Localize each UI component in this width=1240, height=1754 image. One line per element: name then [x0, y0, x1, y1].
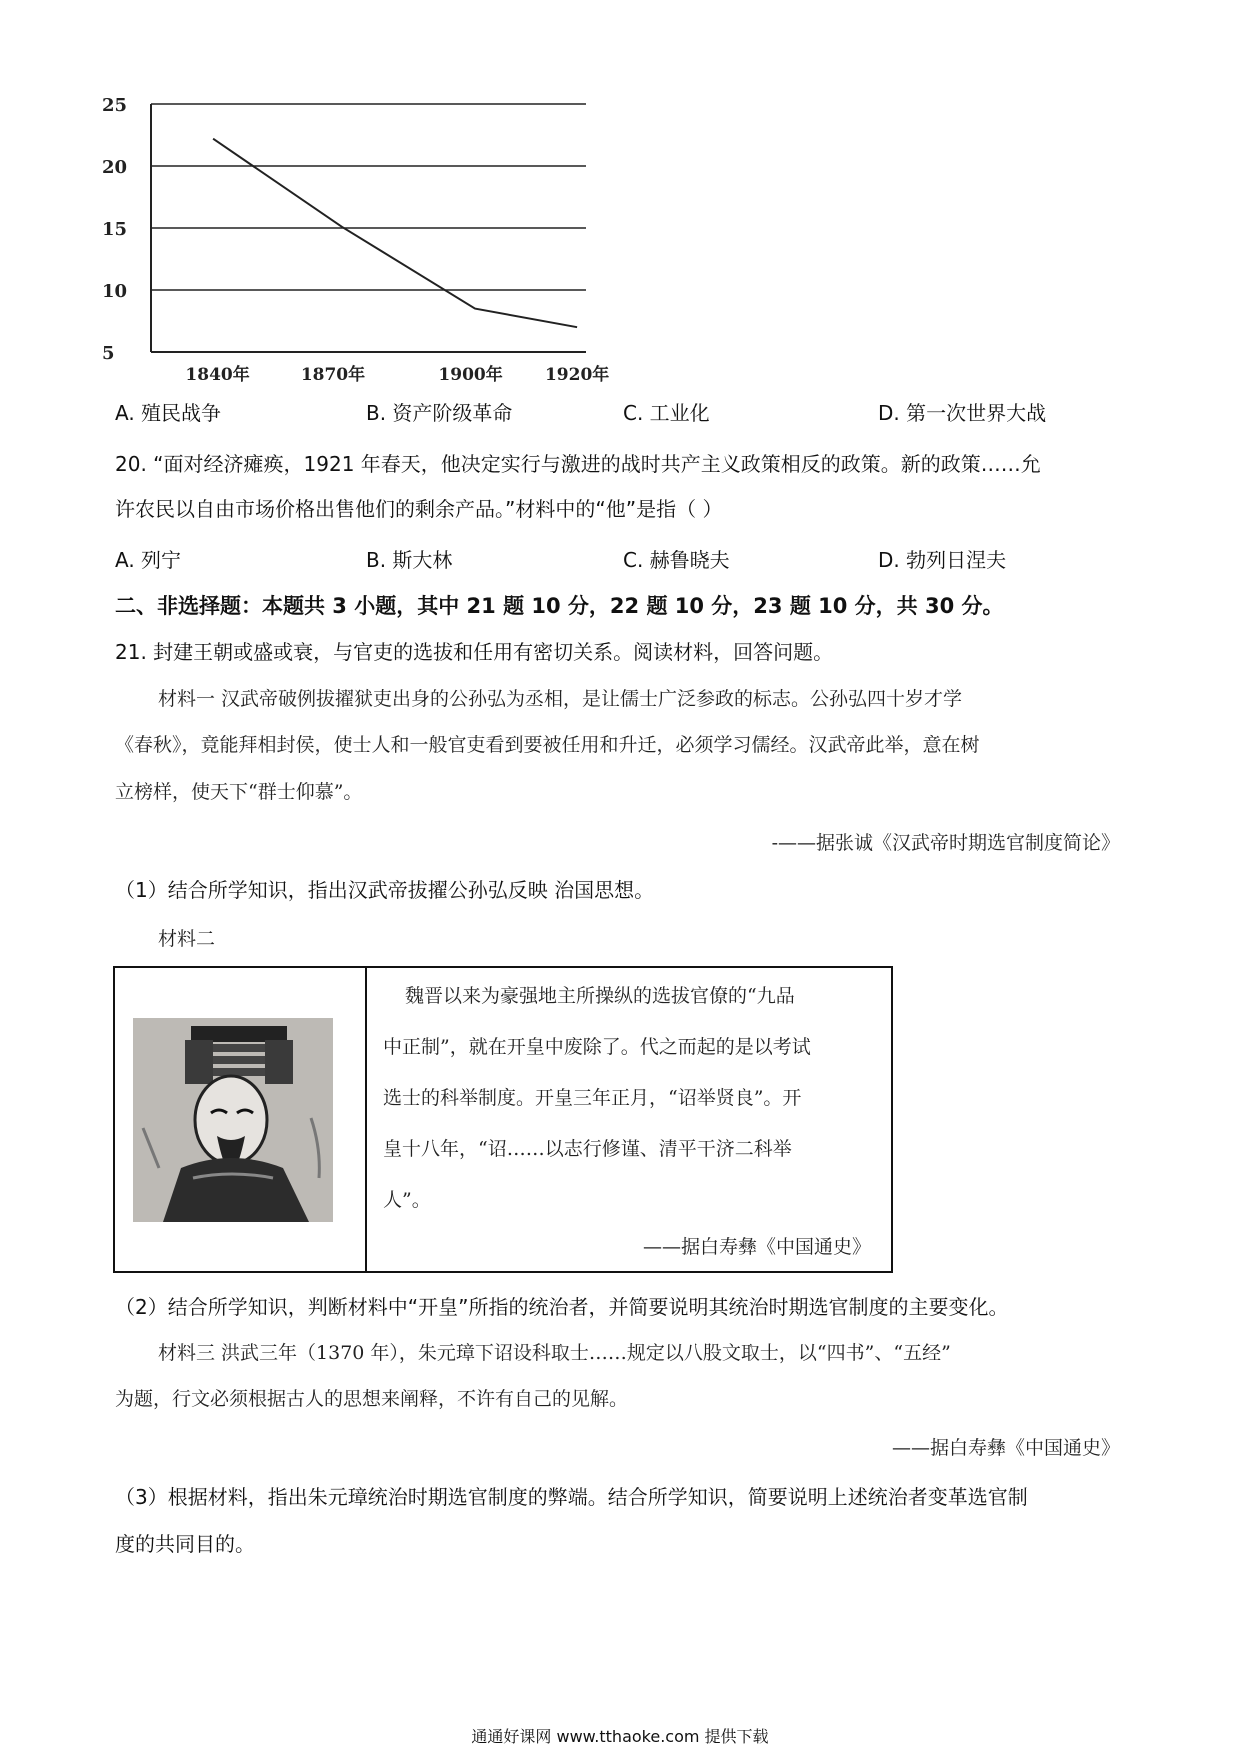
- material-2-source: ——据白寿彝《中国通史》: [642, 1236, 871, 1258]
- emperor-portrait-image: [133, 1018, 333, 1222]
- series-line: [213, 139, 577, 328]
- emperor-portrait-icon: [133, 1018, 333, 1222]
- material-3-line-2: 为题，行文必须根据古人的思想来阐释，不许有自己的见解。: [115, 1388, 629, 1410]
- section-2-heading: 二、非选择题：本题共 3 小题，其中 21 题 10 分，22 题 10 分，23 题 10 分，共 30 分。: [115, 594, 1004, 618]
- y-tick-label: 15: [102, 219, 128, 240]
- footer-text: 通通好课网 www.tthaoke.com 提供下载: [471, 1727, 769, 1746]
- y-tick-label: 5: [102, 343, 115, 364]
- material-1-line-2: 《春秋》，竟能拜相封侯，使士人和一般官吏看到要被任用和升迁，必须学习儒经。汉武帝此举，意在树: [115, 734, 980, 756]
- y-tick-label: 10: [102, 281, 128, 302]
- x-tick-label: 1900年: [438, 365, 503, 385]
- material-2-line-2: 中正制”，就在开皇中废除了。代之而起的是以考试: [383, 1036, 811, 1058]
- q20-option-d[interactable]: D. 勃列日涅夫: [878, 548, 1007, 572]
- material-2-line-3: 选士的科举制度。开皇三年正月，“诏举贤良”。开: [383, 1087, 802, 1109]
- y-tick-labels: [102, 95, 127, 364]
- material-2-table: [113, 966, 893, 1273]
- q19-option-c[interactable]: C. 工业化: [623, 401, 710, 425]
- q21-intro: 21. 封建王朝或盛或衰，与官吏的选拔和任用有密切关系。阅读材料，回答问题。: [115, 640, 834, 664]
- material-3-line-1: 材料三 洪武三年（1370 年），朱元璋下诏设科取士……规定以八股文取士，以“四书”、“五经”: [158, 1342, 951, 1364]
- x-tick-label: 1870年: [300, 365, 366, 385]
- q20-option-c[interactable]: C. 赫鲁晓夫: [623, 548, 730, 572]
- table-divider: [365, 968, 367, 1271]
- chart-gridlines: [151, 104, 586, 290]
- x-tick-label: 1840年: [185, 365, 250, 385]
- material-2-line-4: 皇十八年，“诏……以志行修谨、清平干济二科举: [383, 1138, 792, 1160]
- q21-sub-2: （2）结合所学知识，判断材料中“开皇”所指的统治者，并简要说明其统治时期选官制度的主要变化。: [115, 1295, 1009, 1319]
- q20-option-a[interactable]: A. 列宁: [115, 548, 182, 572]
- q20-stem-line-1: 20. “面对经济瘫痪，1921 年春天，他决定实行与激进的战时共产主义政策相反的政策。新的政策……允: [115, 452, 1041, 476]
- y-tick-label: 20: [102, 157, 128, 178]
- material-2-line-1: 魏晋以来为豪强地主所操纵的选拔官僚的“九品: [405, 985, 795, 1007]
- x-tick-labels: [185, 364, 609, 385]
- q19-option-b[interactable]: B. 资产阶级革命: [366, 401, 513, 425]
- line-chart: [100, 90, 610, 390]
- material-1-line-1: 材料一 汉武帝破例拔擢狱吏出身的公孙弘为丞相，是让儒士广泛参政的标志。公孙弘四十岁才学: [158, 688, 963, 710]
- material-1-line-3: 立榜样，使天下“群士仰慕”。: [115, 781, 363, 803]
- material-2-line-5: 人”。: [383, 1189, 431, 1211]
- x-tick-label: 1920年: [544, 365, 610, 385]
- q20-option-b[interactable]: B. 斯大林: [366, 548, 453, 572]
- material-1-source: -——据张诚《汉武帝时期选官制度简论》: [771, 832, 1120, 854]
- q20-stem-line-2: 许农民以自由市场价格出售他们的剩余产品。”材料中的“他”是指（ ）: [115, 497, 723, 521]
- material-2-label: 材料二: [158, 928, 216, 950]
- q21-sub-3-line-1: （3）根据材料，指出朱元璋统治时期选官制度的弊端。结合所学知识，简要说明上述统治者变革选官制: [115, 1485, 1028, 1509]
- q21-sub-1: （1）结合所学知识，指出汉武帝拔擢公孙弘反映 治国思想。: [115, 878, 655, 902]
- q19-option-d[interactable]: D. 第一次世界大战: [878, 401, 1047, 425]
- material-3-source: ——据白寿彝《中国通史》: [891, 1437, 1120, 1459]
- y-tick-label: 25: [102, 95, 128, 116]
- q21-sub-3-line-2: 度的共同目的。: [115, 1532, 255, 1556]
- q19-option-a[interactable]: A. 殖民战争: [115, 401, 222, 425]
